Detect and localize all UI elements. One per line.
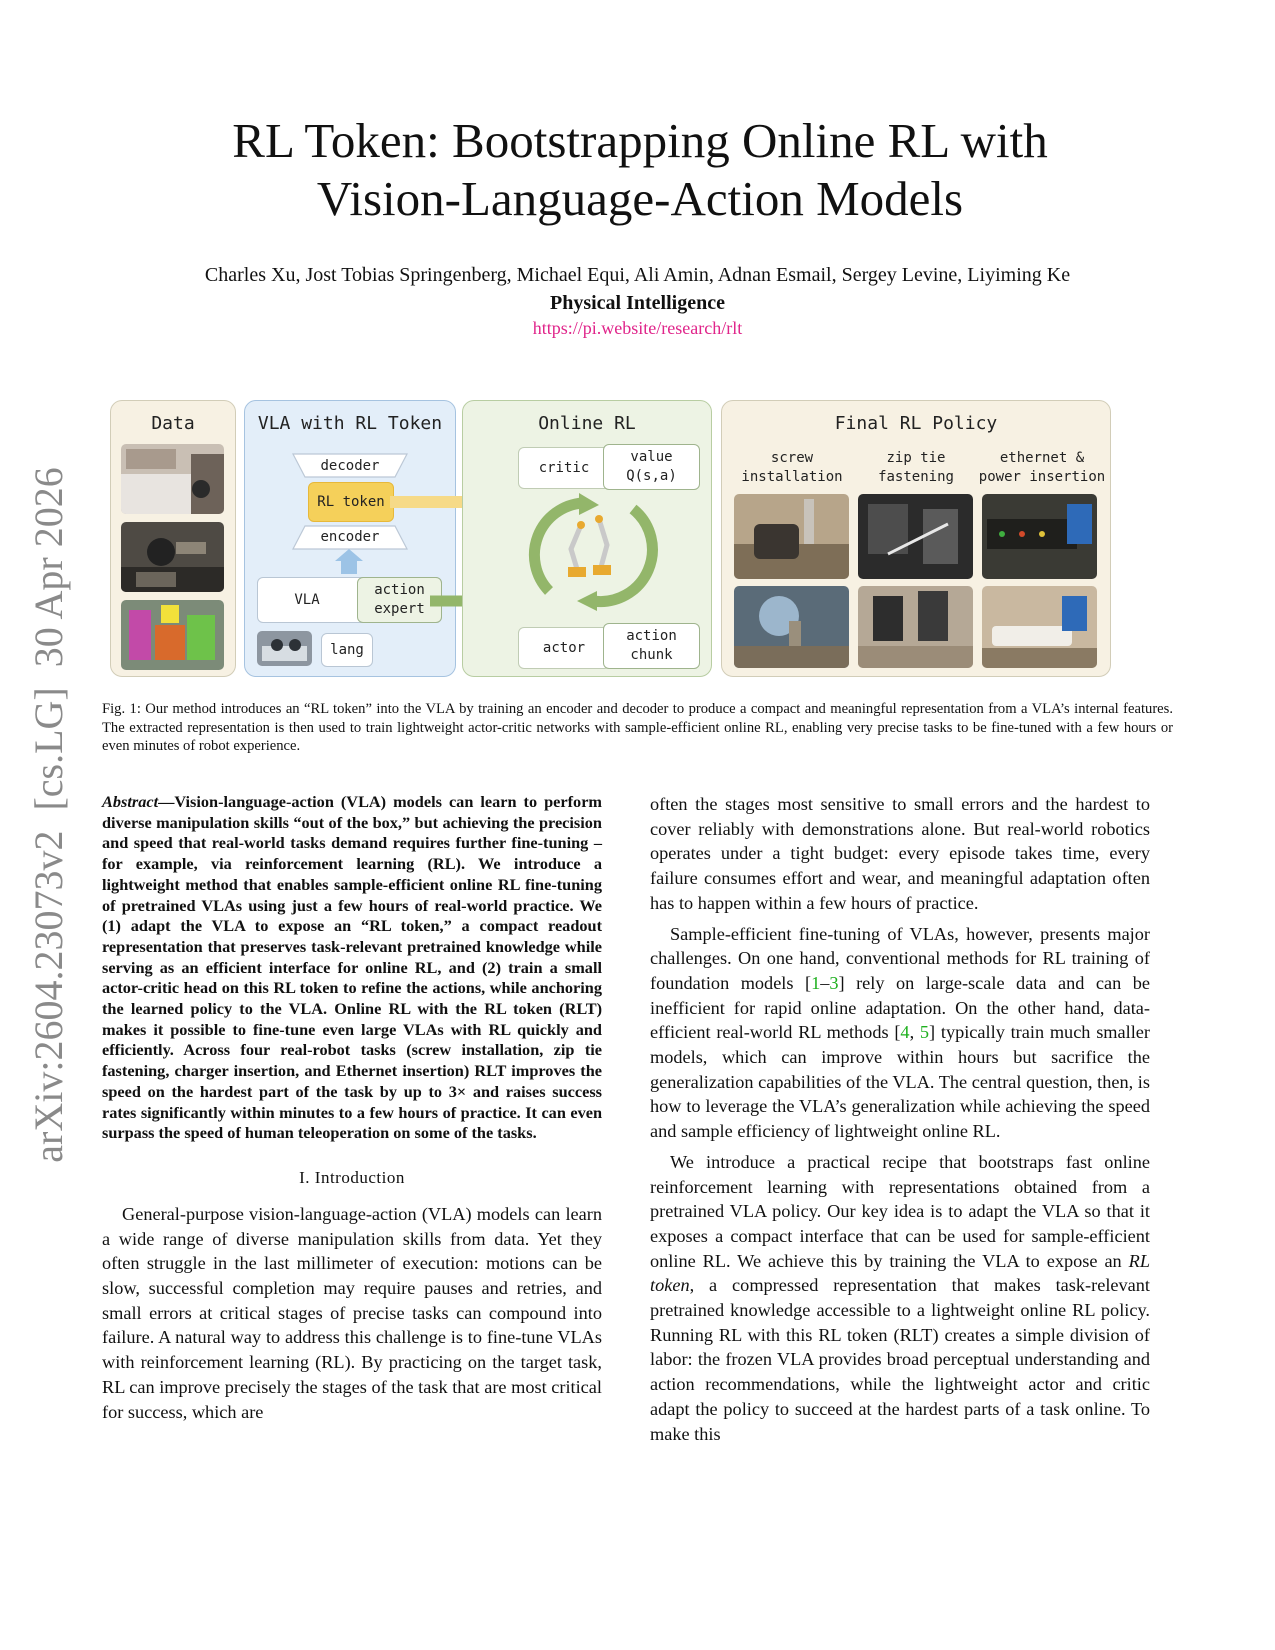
- data-photo-bedroom: [121, 444, 224, 514]
- task-screw-label: screw installation: [741, 450, 843, 485]
- decoder-label: decoder: [320, 458, 380, 474]
- rl-token-emphasis: RL token: [650, 1250, 1150, 1296]
- action-expert-line1: action: [374, 582, 425, 598]
- citation-1[interactable]: 1: [811, 972, 821, 993]
- chunk-line1: action: [626, 628, 677, 644]
- vla-label: VLA: [294, 592, 320, 608]
- rl-token-label: RL token: [317, 493, 385, 510]
- data-panel-title: Data: [151, 413, 195, 434]
- observation-photo: [257, 631, 312, 666]
- citation-5[interactable]: 5: [919, 1022, 930, 1043]
- abstract: Abstract—Vision-language-action (VLA) models can learn to perform diverse manipulation skills “out of the box,” but achieving the precision and speed that real-world tasks demand requires further fine-tuning – for example, via reinforcement learning (RL). We introduce a lightweight method that enables sample-efficient online RL fine-tuning of pretrained VLAs using just a few hours of real-world practice. We (1) adapt the VLA to expose an “RL token,” a compact readout representation that preserves task-relevant pretrained knowledge while serving as an efficient interface for online RL, and (2) train a small actor-critic head on this RL token to refine the actions, while anchoring the learned policy to the VLA. Online RL with the RL token (RLT) makes it possible to fine-tune even large VLAs with RL quickly and efficiently. Across four real-robot tasks (screw installation, zip tie fastening, charger insertion, and Ethernet insertion) RLT improves the speed on the hardest part of the task by up to 3× and raises success rates significantly within minutes to a few hours of practice. It can even surpass the speed of human teleoperation on some of the tasks.: [102, 792, 602, 1143]
- actor-box: [518, 627, 610, 669]
- title-line-2: Vision-Language-Action Models: [316, 171, 964, 226]
- data-photo-blocks: [121, 600, 224, 670]
- citation-4[interactable]: 4: [900, 1022, 910, 1043]
- abstract-label: Abstract: [102, 792, 159, 811]
- ethernet-photo-1: [982, 494, 1097, 579]
- figure-1: [110, 413, 1170, 715]
- citation-3[interactable]: 3: [829, 972, 839, 993]
- vla-panel-title: VLA with RL Token: [257, 413, 443, 434]
- paper-title: [140, 112, 1140, 228]
- data-panel: [110, 400, 236, 677]
- section-heading-introduction: I. Introduction: [299, 1167, 405, 1187]
- affiliation: Physical Intelligence: [550, 292, 725, 314]
- screw-photo-1: [734, 494, 849, 579]
- value-line2: Q(s,a): [626, 468, 677, 484]
- final-policy-title: Final RL Policy: [834, 413, 998, 434]
- task-ethernet-label: ethernet & power insertion: [978, 450, 1106, 485]
- left-column: [102, 792, 602, 1424]
- online-rl-panel: [462, 400, 712, 677]
- encoder-label: encoder: [320, 529, 380, 545]
- intro-paragraph-2: Sample-efficient fine-tuning of VLAs, however, presents major challenges. On one hand, conventional methods for RL training of foundation models [1–3] rely on large-scale data and can be inefficient for rapid online adaptation. On the other hand, data-efficient real-world RL methods [4, 5] typically train much smaller models, which can improve within hours but sacrifice the generalization capabilities of the VLA. The central question, then, is how to leverage the VLA’s generalization while achieving the speed and sample efficiency of lightweight online RL.: [650, 923, 1151, 1142]
- task-ziptie-label: zip tie fastening: [878, 450, 954, 485]
- arxiv-id-text: arXiv:2604.23073v2 [cs.LG] 30 Apr 2026: [26, 467, 71, 1163]
- lang-label: lang: [330, 641, 364, 658]
- data-photo-robot: [121, 522, 224, 592]
- action-expert-line2: expert: [374, 601, 425, 617]
- title-line-1: RL Token: Bootstrapping Online RL with: [232, 113, 1048, 168]
- action-chunk-box: [603, 623, 700, 669]
- abstract-text: Vision-language-action (VLA) models can learn to perform diverse manipulation skills “out of the box,” but achieving the precision and speed that real-world tasks demand requires further fine-tuning – for example, via reinforcement learning (RL). We introduce a lightweight method that enables sample-efficient online RL fine-tuning of pretrained VLAs using just a few hours of real-world practice. We (1) adapt the VLA to expose an “RL token,” a compact readout representation that preserves task-relevant pretrained knowledge while serving as an efficient interface for online RL, and (2) train a small actor-critic head on this RL token to refine the actions, while anchoring the learned policy to the VLA. Online RL with the RL token (RLT) makes it possible to fine-tune even large VLAs with RL quickly and efficiently. Across four real-robot tasks (screw installation, zip tie fastening, charger insertion, and Ethernet insertion) RLT improves the speed on the hardest part of the task by up to 3× and raises success rates significantly within minutes to a few hours of practice. It can even surpass the speed of human teleoperation on some of the tasks.: [102, 792, 602, 1143]
- author-list: Charles Xu, Jost Tobias Springenberg, Michael Equi, Ali Amin, Adnan Esmail, Sergey Levine, Liyiming Ke: [204, 264, 1071, 286]
- arxiv-stamp-svg: [20, 440, 80, 1190]
- actor-label: actor: [542, 639, 586, 656]
- ziptie-photo-1: [858, 494, 973, 579]
- value-line1: value: [630, 449, 673, 465]
- lang-box: [321, 633, 373, 667]
- intro-paragraph-3: We introduce a practical recipe that bootstraps fast online reinforcement learning with representations obtained from a pretrained VLA policy. Our key idea is to adapt the VLA so that it exposes a compact interface that can be used for sample-efficient online RL. We achieve this by training the VLA to expose an RL token, a compressed representation that makes task-relevant pretrained knowledge accessible to a lightweight online RL policy. Running RL with this RL token (RLT) creates a simple division of labor: the frozen VLA provides broad perceptual understanding and action recommendations, while the lightweight actor and critic adapt the policy to succeed at the hardest parts of a task online. To make this: [650, 1151, 1150, 1444]
- chunk-line2: chunk: [630, 647, 673, 663]
- online-rl-title: Online RL: [538, 413, 636, 434]
- ziptie-photo-2: [858, 586, 973, 668]
- ethernet-photo-2: [982, 586, 1097, 668]
- intro-paragraph-1-cont: often the stages most sensitive to small errors and the hardest to cover reliably with demonstrations alone. But real-world robotics operates under a tight budget: every episode takes time, every failure consumes effort and wear, and meaningful adaptation often has to happen within a few hours of practice.: [650, 794, 1150, 913]
- project-link[interactable]: https://pi.website/research/rlt: [532, 318, 743, 338]
- right-column: [650, 792, 1150, 1446]
- screw-photo-2: [734, 586, 849, 668]
- intro-paragraph-1: General-purpose vision-language-action (VLA) models can learn a wide range of diverse manipulation skills from data. Yet they often struggle in the last millimeter of execution: motions can be slow, successful completion may require pauses and retries, and small errors at critical stages of precise tasks can compound into failure. A natural way to address this challenge is to fine-tune VLAs with reinforcement learning (RL). By practicing on the target task, RL can improve precisely the stages of the task that are most critical for success, which are: [102, 1203, 602, 1422]
- final-policy-panel: [721, 400, 1111, 677]
- arxiv-sidebar-stamp: [20, 440, 80, 1190]
- up-arrow: [335, 549, 363, 574]
- critic-label: critic: [538, 459, 590, 476]
- rl-token-box: [308, 482, 394, 522]
- figure-caption: Fig. 1: Our method introduces an “RL token” into the VLA by training an encoder and decoder to produce a compact and meaningful representation from a VLA’s internal features. The extracted representation is then used to train lightweight actor-critic networks with sample-efficient online RL, enabling very precise tasks to be fine-tuned with a few hours or even minutes of robot experience.: [102, 701, 1173, 754]
